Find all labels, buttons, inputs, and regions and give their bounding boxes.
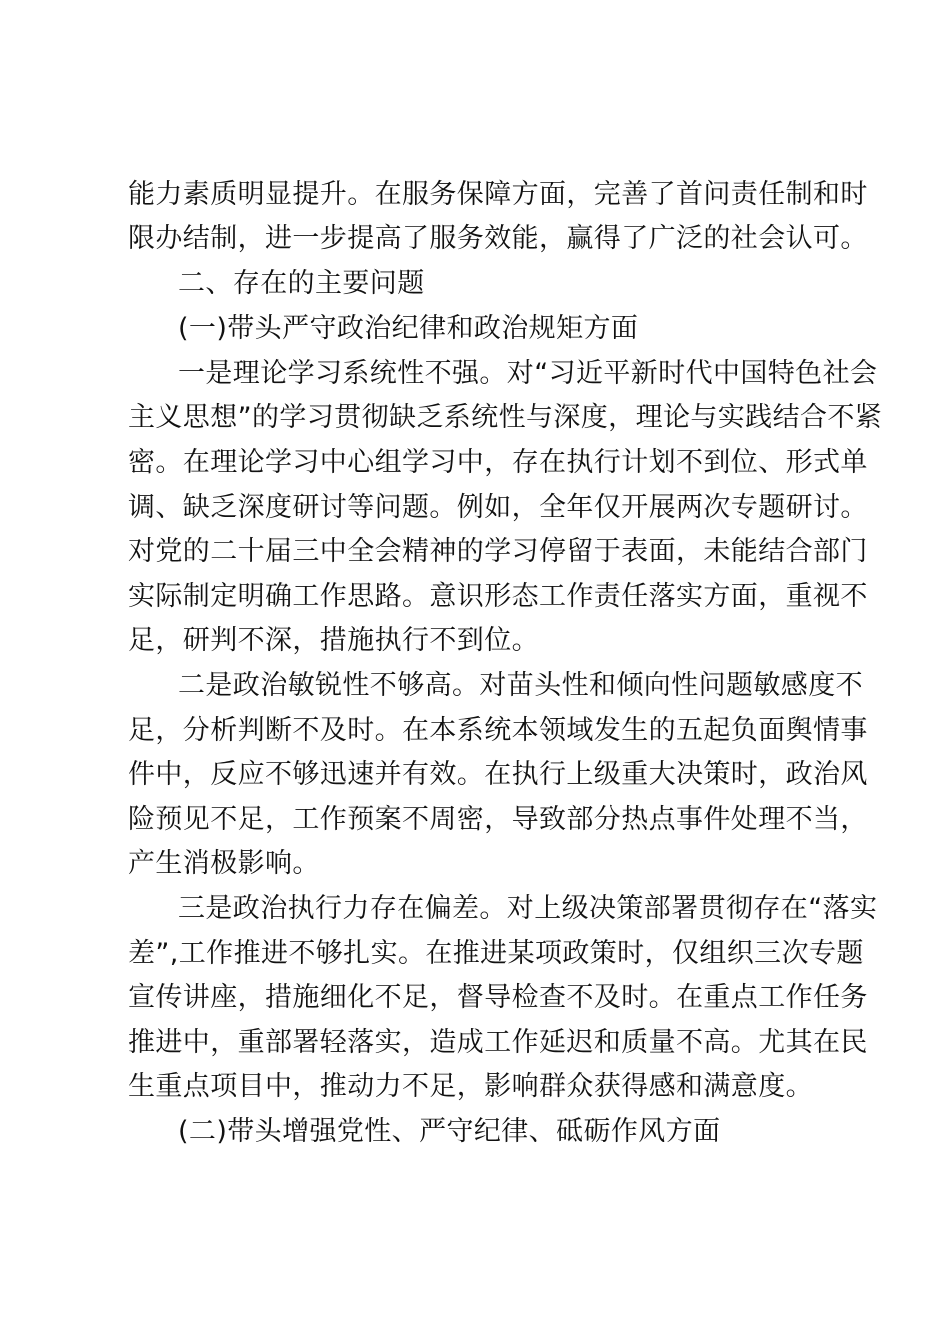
paragraph-line: 推进中，重部署轻落实，造成工作延迟和质量不高。尤其在民 xyxy=(128,1027,868,1058)
paragraph-line: 件中，反应不够迅速并有效。在执行上级重大决策时，政治风 xyxy=(128,759,868,790)
paragraph-line: 限办结制，进一步提高了服务效能，赢得了广泛的社会认可。 xyxy=(128,223,868,254)
paragraph-line: 宣传讲座，措施细化不足，督导检查不及时。在重点工作任务 xyxy=(128,982,868,1013)
paragraph-line: 生重点项目中，推动力不足，影响群众获得感和满意度。 xyxy=(128,1071,813,1102)
paragraph-line: 产生消极影响。 xyxy=(128,848,320,879)
paragraph-line: 险预见不足，工作预案不周密，导致部分热点事件处理不当， xyxy=(128,804,868,835)
section-heading: 二、存在的主要问题 xyxy=(178,268,425,299)
paragraph-line: 实际制定明确工作思路。意识形态工作责任落实方面，重视不 xyxy=(128,581,868,612)
paragraph-line: 能力素质明显提升。在服务保障方面，完善了首问责任制和时 xyxy=(128,179,868,210)
paragraph-line: 主义思想”的学习贯彻缺乏系统性与深度，理论与实践结合不紧 xyxy=(128,402,883,433)
subsection-heading: (一)带头严守政治纪律和政治规矩方面 xyxy=(178,313,639,344)
paragraph-line: 差”,工作推进不够扎实。在推进某项政策时，仅组织三次专题 xyxy=(128,938,864,969)
paragraph-line: 对党的二十届三中全会精神的学习停留于表面，未能结合部门 xyxy=(128,536,868,567)
paragraph-line: 足，分析判断不及时。在本系统本领域发生的五起负面舆情事 xyxy=(128,715,868,746)
paragraph-line: 二是政治敏锐性不够高。对苗头性和倾向性问题敏感度不 xyxy=(178,670,863,701)
paragraph-line: 一是理论学习系统性不强。对“习近平新时代中国特色社会 xyxy=(178,358,878,389)
paragraph-line: 足，研判不深，措施执行不到位。 xyxy=(128,625,539,656)
paragraph-line: 密。在理论学习中心组学习中，存在执行计划不到位、形式单 xyxy=(128,447,868,478)
paragraph-line: 调、缺乏深度研讨等问题。例如，全年仅开展两次专题研讨。 xyxy=(128,492,868,523)
paragraph-line: 三是政治执行力存在偏差。对上级决策部署贯彻存在“落实 xyxy=(178,893,878,924)
subsection-heading: (二)带头增强党性、严守纪律、砥砺作风方面 xyxy=(178,1116,721,1147)
